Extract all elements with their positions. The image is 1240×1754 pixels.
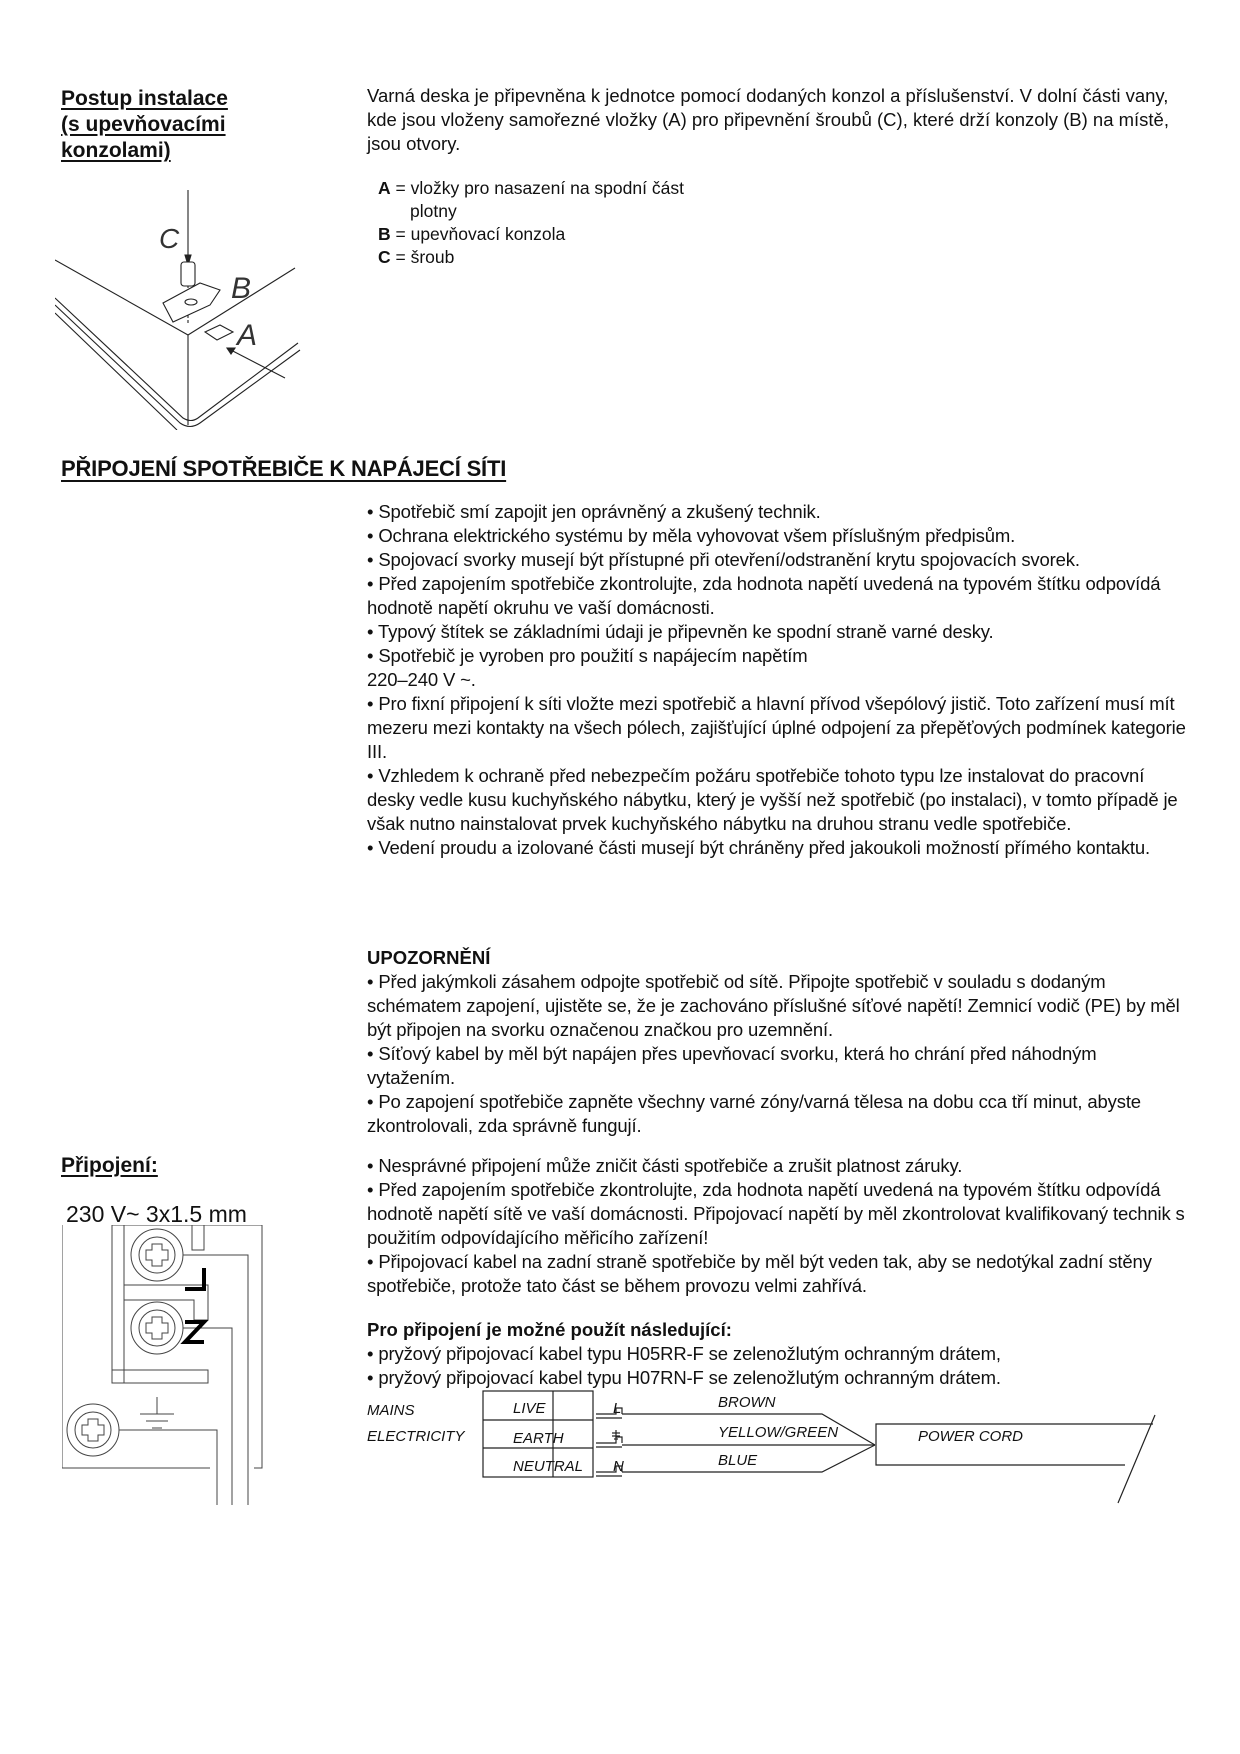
row-neutral-name: NEUTRAL (513, 1458, 584, 1475)
mains-label-2: ELECTRICITY (367, 1428, 465, 1445)
figure-label-a: A (237, 319, 258, 352)
wiring-diagram (360, 1385, 1160, 1505)
warning-bullet: • Před jakýmkoli zásahem odpojte spotřebič od sítě. Připojte spotřebič v souladu s dodaným schématem zapojení, ujistěte se, že je zachováno příslušné síťové napětí! Zemnicí vodič (PE) by měl být připojen na svorku označenou značkou pro uzemnění. (367, 971, 1180, 1040)
wire-yellow-green: YELLOW/GREEN (718, 1424, 839, 1441)
install-legend (378, 177, 798, 269)
mains-bullet: • Vzhledem k ochraně před nebezpečím požáru spotřebiče tohoto typu lze instalovat do pracovní desky vedle kusu kuchyňského nábytku, který je vyšší než spotřebič (po instalaci), v tomto případě je však nutno nainstalovat prvek kuchyňského nábytku na druhou stranu vedle spotřebiče. (367, 765, 1178, 834)
figure-label-c: C (159, 223, 180, 254)
legend-item-a: A = vložky pro nasazení na spodní část (378, 178, 684, 198)
mains-bullet: • Vedení proudu a izolované části musejí být chráněny před jakoukoli možností přímého kontaktu. (367, 837, 1151, 858)
connection-bullets (367, 1154, 1187, 1298)
bracket-install-figure (55, 190, 315, 430)
mains-bullets (367, 500, 1187, 860)
figure-label-b: B (231, 272, 252, 305)
mains-bullet: 220–240 V ~. (367, 669, 476, 690)
cable-bullet: • pryžový připojovací kabel typu H05RR-F se zelenožlutým ochranným drátem, (367, 1343, 1001, 1364)
connection-bullet: • Nesprávné připojení může zničit části spotřebiče a zrušit platnost záruky. (367, 1155, 963, 1176)
legend-item-a-cont: plotny (410, 201, 457, 221)
mains-heading: PŘIPOJENÍ SPOTŘEBIČE K NAPÁJECÍ SÍTI (61, 456, 507, 481)
warning-block (367, 946, 1187, 1138)
warning-bullet: • Po zapojení spotřebiče zapněte všechny varné zóny/varná tělesa na dobu cca tří minut, abyste zkontrolovali, zda správně fungují. (367, 1091, 1141, 1136)
legend-item-b: B = upevňovací konzola (378, 224, 566, 244)
voltage-label: 230 V~ 3x1.5 mm (66, 1201, 247, 1227)
cable-heading: Pro připojení je možné použít následující: (367, 1319, 732, 1340)
connection-bullet: • Před zapojením spotřebiče zkontrolujte, zda hodnota napětí uvedená na typovém štítku odpovídá hodnotě napětí sítě ve vaší domácnosti. Připojovací napětí by měl zkontrolovat kvalifikovaný technik s použitím odpovídajícího měřicího zařízení! (367, 1179, 1185, 1248)
install-heading (61, 86, 321, 164)
mains-bullet: • Typový štítek se základními údaji je připevněn ke spodní straně varné desky. (367, 621, 994, 642)
install-heading-line-1: Postup instalace (61, 87, 228, 110)
connection-bullet: • Připojovací kabel na zadní straně spotřebiče by měl být veden tak, aby se nedotýkal zadní stěny spotřebiče, protože tato část se během provozu velmi zahřívá. (367, 1251, 1152, 1296)
power-cord-label: POWER CORD (918, 1428, 1023, 1445)
connection-heading: Připojení: (61, 1154, 158, 1177)
terminal-block-diagram (62, 1225, 277, 1505)
warning-bullet: • Síťový kabel by měl být napájen přes upevňovací svorku, která ho chrání před náhodným vytažením. (367, 1043, 1097, 1088)
install-heading-line-3: konzolami) (61, 139, 171, 162)
warning-heading: UPOZORNĚNÍ (367, 947, 491, 968)
mains-label-1: MAINS (367, 1402, 415, 1419)
mains-bullet: • Ochrana elektrického systému by měla vyhovovat všem příslušným předpisům. (367, 525, 1016, 546)
row-neutral-symbol: N (613, 1458, 624, 1475)
row-earth-name: EARTH (513, 1430, 564, 1447)
mains-bullet: • Spotřebič smí zapojit jen oprávněný a zkušený technik. (367, 501, 821, 522)
cable-bullet: • pryžový připojovací kabel typu H07RN-F se zelenožlutým ochranným drátem. (367, 1367, 1001, 1388)
row-live-name: LIVE (513, 1400, 546, 1417)
mains-bullet: • Spotřebič je vyroben pro použití s napájecím napětím (367, 645, 808, 666)
wire-brown: BROWN (718, 1394, 776, 1411)
install-heading-line-2: (s upevňovacími (61, 113, 226, 136)
legend-item-c: C = šroub (378, 247, 455, 267)
row-live-symbol: L (613, 1400, 622, 1417)
mains-bullet: • Před zapojením spotřebiče zkontrolujte, zda hodnota napětí uvedená na typovém štítku odpovídá hodnotě napětí okruhu ve vaší domácnosti. (367, 573, 1161, 618)
cable-block (367, 1318, 1187, 1390)
mains-bullet: • Spojovací svorky musejí být přístupné při otevření/odstranění krytu spojovacích svorek. (367, 549, 1080, 570)
wire-blue: BLUE (718, 1452, 758, 1469)
mains-bullet: • Pro fixní připojení k síti vložte mezi spotřebič a hlavní přívod všepólový jistič. Toto zařízení musí mít mezeru mezi kontakty na všech pólech, zajišťující úplné odpojení za přepěťových podmínek kategorie III. (367, 693, 1186, 762)
install-intro: Varná deska je připevněna k jednotce pomocí dodaných konzol a příslušenství. V dolní části vany, kde jsou vloženy samořezné vložky (A) pro připevnění šroubů (C), které drží konzoly (B) na místě, jsou otvory. (367, 85, 1169, 154)
